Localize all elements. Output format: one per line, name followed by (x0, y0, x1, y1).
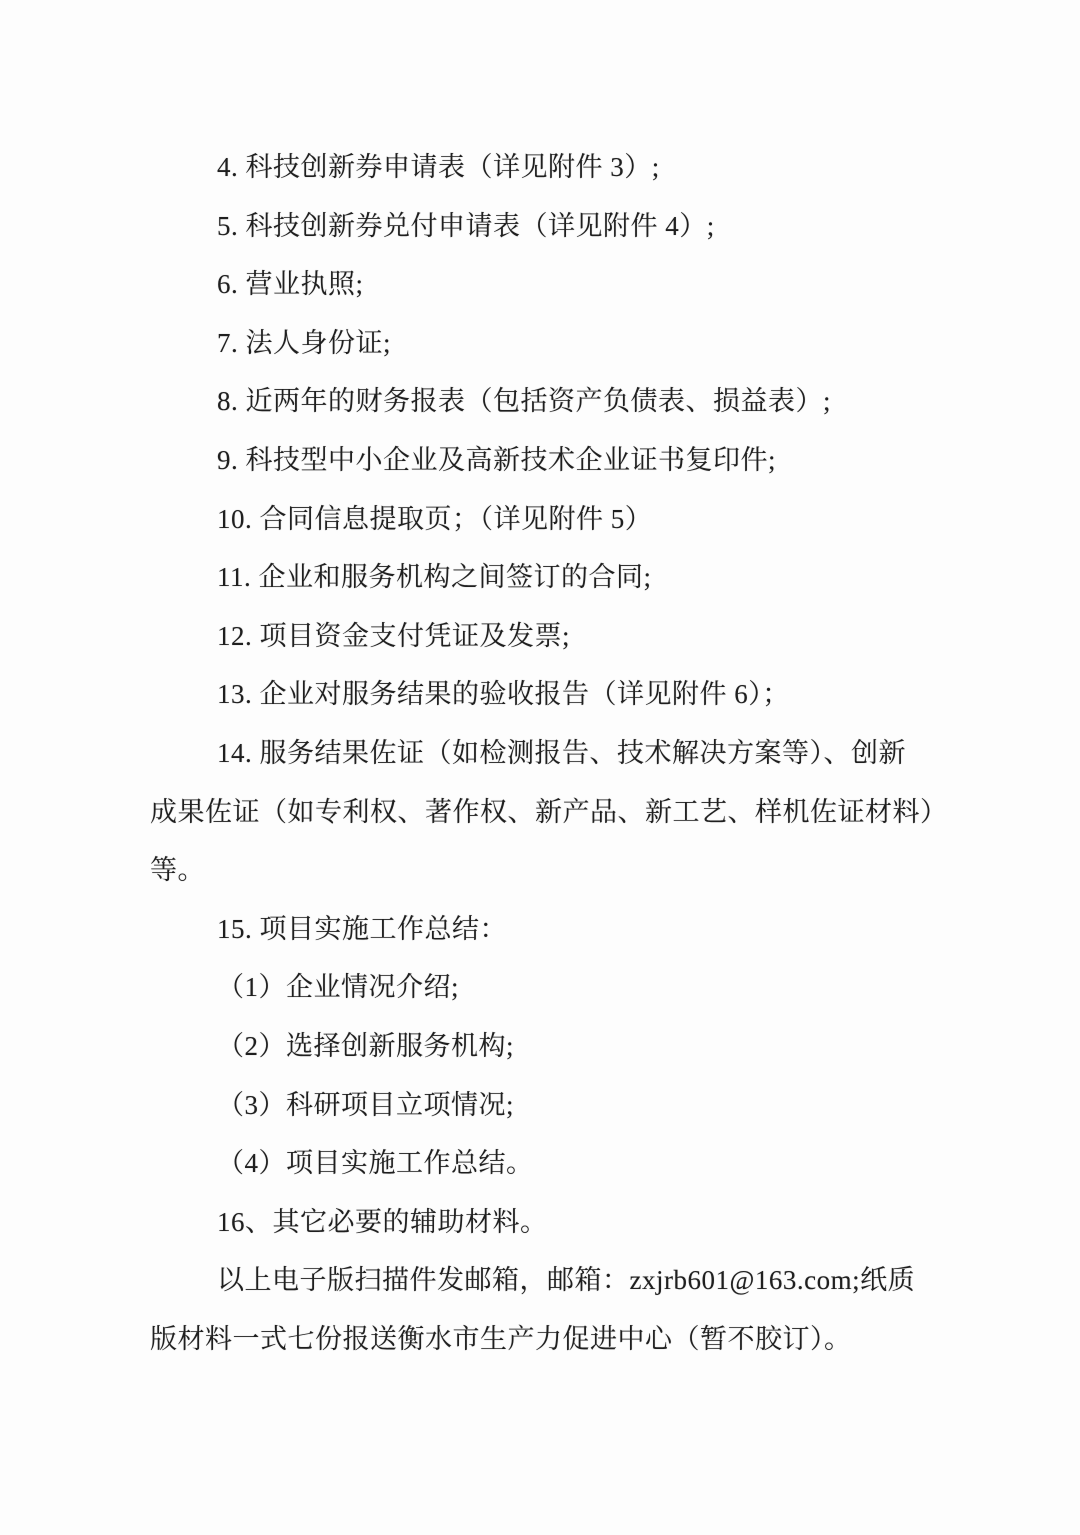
document-line: 9. 科技型中小企业及高新技术企业证书复印件; (217, 444, 777, 475)
document-line: 16、其它必要的辅助材料。 (217, 1206, 548, 1237)
document-line: 等。 (150, 855, 205, 886)
document-line: 版材料一式七份报送衡水市生产力促进中心（暂不胶订）。 (150, 1323, 852, 1354)
document-line: （1）企业情况介绍; (217, 972, 460, 1003)
document-line: 14. 服务结果佐证（如检测报告、技术解决方案等）、创新 (217, 737, 906, 768)
document-line: 12. 项目资金支付凭证及发票; (217, 620, 571, 651)
document-line: （4）项目实施工作总结。 (217, 1148, 534, 1179)
document-line: 以上电子版扫描件发邮箱，邮箱：zxjrb601@163.com;纸质 (217, 1265, 916, 1296)
document-line: 6. 营业执照; (217, 269, 364, 300)
document-line: 4. 科技创新券申请表（详见附件 3）; (217, 152, 660, 182)
document-body (150, 138, 948, 1368)
document-line: （2）选择创新服务机构; (217, 1030, 515, 1061)
document-line: 11. 企业和服务机构之间签订的合同; (217, 562, 652, 593)
document-line: 13. 企业对服务结果的验收报告（详见附件 6）； (217, 679, 790, 710)
document-line: 5. 科技创新券兑付申请表（详见附件 4）; (217, 210, 715, 241)
document-line: （3）科研项目立项情况; (217, 1089, 515, 1120)
document-line: 8. 近两年的财务报表（包括资产负债表、损益表）; (217, 386, 832, 417)
document-line: 10. 合同信息提取页；（详见附件 5） (217, 503, 653, 534)
document-line: 成果佐证（如专利权、著作权、新产品、新工艺、样机佐证材料） (150, 796, 948, 827)
document-line: 15. 项目实施工作总结： (217, 913, 507, 944)
document-line: 7. 法人身份证; (217, 327, 392, 358)
